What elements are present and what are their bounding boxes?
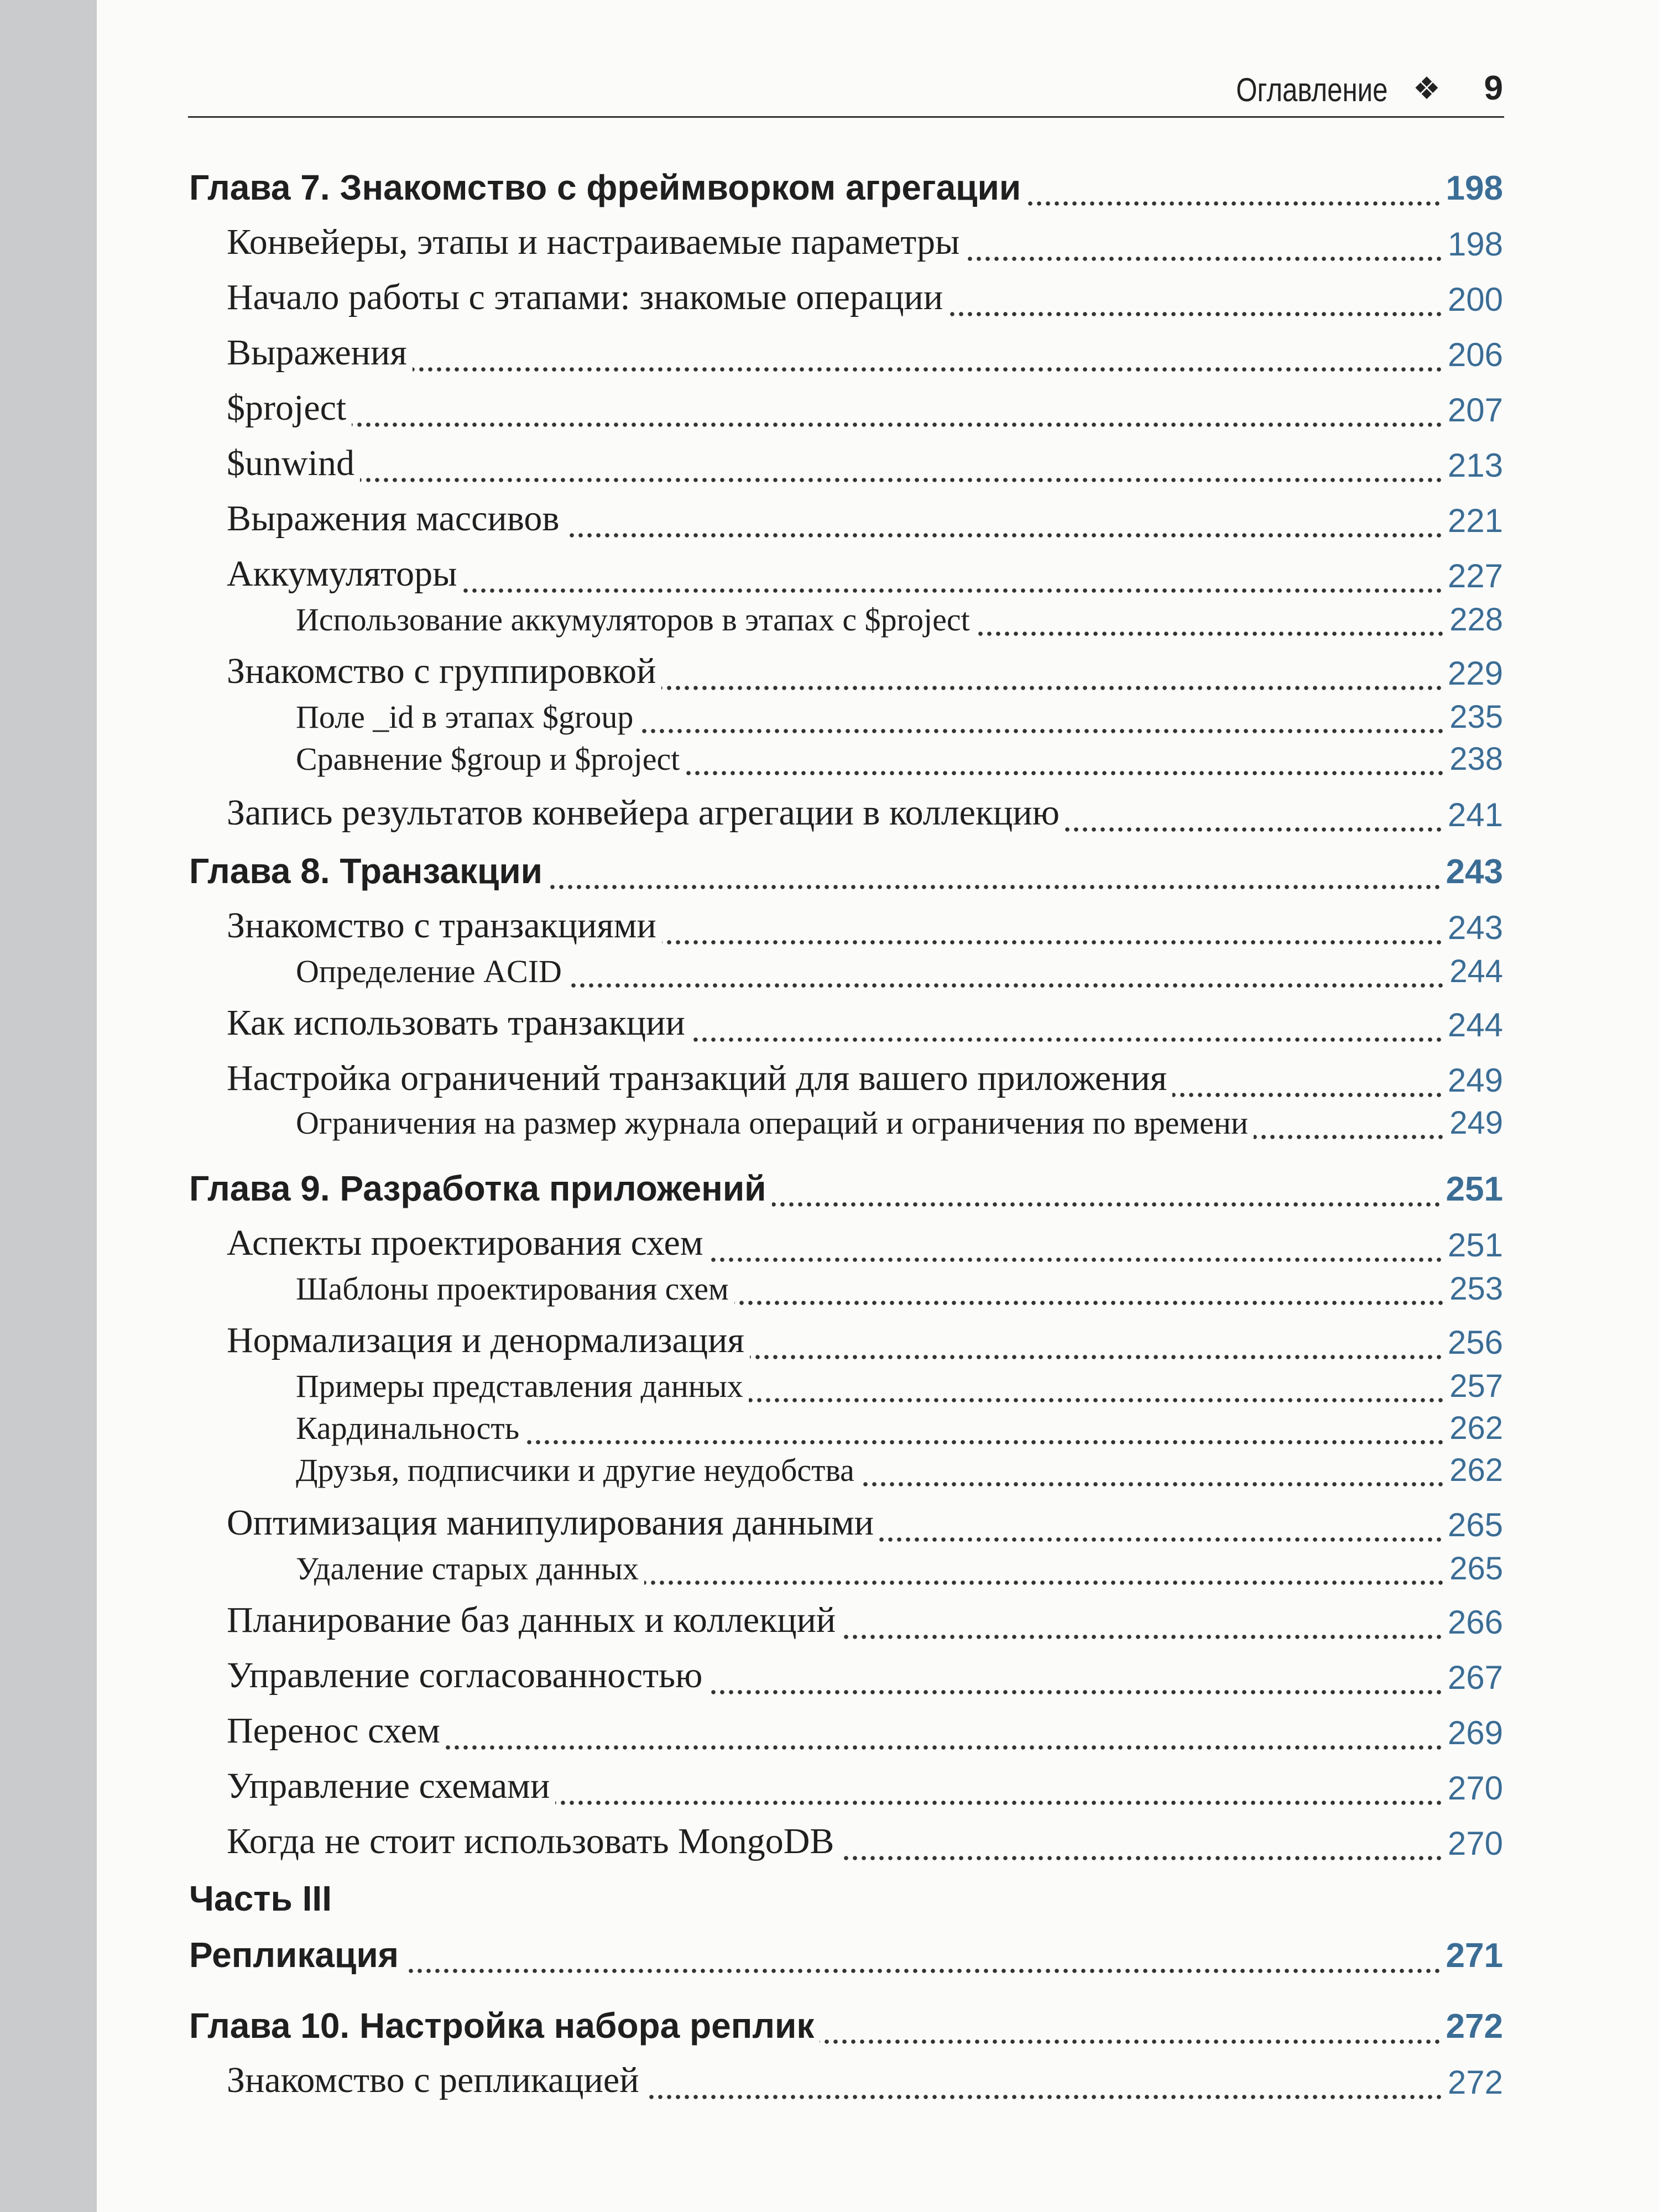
toc-entry[interactable] [0,1099,1659,1149]
dot-leader [839,1855,1443,1861]
toc-entry-title: Ограничения на размер журнала операций и ограничения по времени [296,1104,1251,1141]
toc-entry-title: Управление схемами [227,1765,553,1807]
dot-leader [404,1968,1442,1974]
dot-leader [1026,200,1442,207]
toc-entry-title: Конвейеры, этапы и настраиваемые параметры [227,221,963,263]
toc-entry-page: 244 [1449,953,1503,989]
dot-leader [860,1481,1445,1488]
toc-entry-title: Запись результатов конвейера агрегации в коллекцию [227,792,1063,834]
toc-entry[interactable] [0,2059,1659,2109]
toc-entry-page: 221 [1447,502,1503,539]
dot-leader [685,770,1445,776]
dot-leader [645,2094,1443,2100]
toc-entry-title: Удаление старых данных [296,1550,642,1587]
toc-entry-title: Управление согласованностью [227,1655,706,1697]
toc-entry[interactable] [0,1545,1659,1595]
toc-entry-title: Шаблоны проектирования схем [296,1270,732,1307]
toc-entry-title: Репликация [189,1934,402,1975]
dot-leader [352,421,1443,428]
dot-leader [820,2038,1442,2045]
dot-leader [360,477,1443,483]
dot-leader [462,587,1443,594]
toc-entry-title: Кардинальность [296,1410,523,1447]
toc-entry-page: 257 [1449,1368,1503,1404]
dot-leader [644,1579,1445,1586]
toc-entry[interactable] [0,498,1659,547]
toc-entry-page: 243 [1446,853,1503,891]
page-number: 9 [1484,69,1503,107]
toc-entry-page: 270 [1447,1825,1503,1862]
dot-leader [548,884,1442,890]
toc-entry-page: 227 [1447,557,1503,594]
toc-entry-page: 266 [1447,1604,1503,1641]
toc-entry-page: 271 [1446,1937,1503,1975]
toc-entry[interactable] [0,905,1659,954]
toc-entry[interactable] [0,1002,1659,1052]
toc-entry-page: 253 [1449,1271,1503,1307]
toc-entry-title: Нормализация и денормализация [227,1319,748,1361]
toc-entry-page: 229 [1447,655,1503,692]
toc-entry-page: 251 [1446,1170,1503,1208]
dot-leader [749,1397,1445,1404]
toc-entry-title: Настройка ограничений транзакций для вашего приложения [227,1057,1170,1099]
toc-entry-title: $unwind [227,442,358,484]
dot-leader [975,630,1445,637]
toc-entry[interactable] [0,1447,1659,1496]
toc-entry-page: 198 [1446,169,1503,207]
toc-entry-page: 198 [1447,226,1503,263]
toc-entry[interactable] [0,1599,1659,1649]
toc-entry-title: Знакомство с группировкой [227,650,659,692]
toc-entry-page: 262 [1449,1410,1503,1446]
toc-entry[interactable] [0,221,1659,271]
dot-leader [691,1036,1443,1043]
dot-leader [1254,1134,1445,1140]
dot-leader [709,1256,1443,1263]
toc-entry[interactable] [0,1710,1659,1760]
toc-entry-page: 265 [1447,1506,1503,1543]
toc-chapter-entry[interactable] [0,849,1659,899]
dot-leader [567,982,1445,989]
dot-leader [555,1799,1443,1806]
toc-entry-title: Выражения [227,332,410,374]
toc-entry[interactable] [0,332,1659,382]
dot-leader [446,1744,1443,1751]
toc-entry[interactable] [0,1319,1659,1369]
toc-entry-title: Друзья, подписчики и другие неудобства [296,1452,858,1489]
dot-leader [734,1300,1445,1306]
toc-entry[interactable] [0,1502,1659,1552]
toc-entry-title: Использование аккумуляторов в этапах с $project [296,601,973,638]
toc-entry-title: Сравнение $group и $project [296,740,683,778]
dot-leader [565,532,1443,539]
toc-entry[interactable] [0,442,1659,492]
toc-entry-title: Начало работы с этапами: знакомые операции [227,276,946,319]
toc-entry-page: 235 [1449,699,1503,735]
toc-entry[interactable] [0,948,1659,998]
toc-entry[interactable] [0,1820,1659,1870]
toc-entry-title: Глава 9. Разработка приложений [189,1168,770,1209]
toc-entry-title: Знакомство с репликацией [227,2059,643,2101]
toc-chapter-entry[interactable] [0,1167,1659,1217]
toc-entry-page: 213 [1447,447,1503,484]
dot-leader [708,1689,1443,1695]
dot-leader [750,1354,1443,1360]
toc-entry-title: Глава 8. Транзакции [189,851,546,891]
part-heading: Часть III [189,1879,332,1918]
toc-entry-page: 251 [1447,1227,1503,1264]
toc-entry-title: Перенос схем [227,1710,444,1752]
toc-entry-title: Глава 7. Знакомство с фреймворком агрегации [189,167,1024,208]
dot-leader [525,1439,1445,1446]
toc-entry[interactable] [0,1765,1659,1815]
toc-entry[interactable] [0,553,1659,603]
toc-entry[interactable] [0,650,1659,700]
dot-leader [841,1634,1443,1640]
toc-entry-title: Аспекты проектирования схем [227,1222,707,1264]
toc-entry-page: 265 [1449,1551,1503,1587]
toc-entry-title: Глава 10. Настройка набора реплик [189,2005,817,2046]
dot-leader [413,366,1443,373]
dot-leader [772,1201,1442,1208]
toc-entry[interactable] [0,735,1659,785]
toc-entry-page: 272 [1447,2064,1503,2101]
toc-entry-page: 249 [1447,1062,1503,1099]
dot-leader [965,255,1443,262]
toc-entry-page: 267 [1447,1659,1503,1696]
toc-entry-title: Когда не стоит использовать MongoDB [227,1820,837,1863]
toc-entry-title: Выражения массивов [227,498,563,540]
toc-entry-title: Знакомство с транзакциями [227,905,660,947]
toc-entry-title: Как использовать транзакции [227,1002,688,1044]
toc-entry-page: 228 [1449,602,1503,638]
toc-chapter-entry[interactable] [0,166,1659,216]
toc-entry-title: Определение ACID [296,953,565,990]
toc-entry-page: 207 [1447,392,1503,429]
toc-entry[interactable] [0,387,1659,437]
toc-entry-page: 200 [1447,281,1503,318]
toc-entry-page: 244 [1447,1006,1503,1044]
toc-entry-page: 256 [1447,1324,1503,1361]
toc-entry[interactable] [0,276,1659,326]
dot-leader [879,1536,1443,1543]
toc-entry-title: Аккумуляторы [227,553,460,595]
header-title: Оглавление [1236,71,1388,108]
toc-entry-title: Примеры представления данных [296,1368,747,1405]
toc-entry-page: 243 [1447,909,1503,946]
toc-entry[interactable] [0,596,1659,646]
toc-entry-page: 269 [1447,1714,1503,1751]
toc-entry-page: 206 [1447,336,1503,373]
toc-entry-page: 241 [1447,796,1503,833]
toc-entry-page: 262 [1449,1452,1503,1488]
toc-chapter-entry[interactable] [0,2004,1659,2054]
toc-entry[interactable] [0,1655,1659,1704]
toc-entry-title: Планирование баз данных и коллекций [227,1599,839,1641]
toc-entry-page: 270 [1447,1770,1503,1807]
ornament-icon: ❖ [1412,71,1441,107]
dot-leader [639,728,1445,734]
toc-entry[interactable] [0,792,1659,842]
toc-entry-title: Поле _id в этапах $group [296,698,637,735]
dot-leader [1065,826,1443,833]
toc-entry[interactable] [0,1222,1659,1272]
toc-entry-title: $project [227,387,349,429]
toc-entry-page: 249 [1449,1105,1503,1141]
toc-entry[interactable] [0,1265,1659,1315]
toc-entry-page: 238 [1449,741,1503,777]
dot-leader [948,311,1443,317]
dot-leader [1172,1092,1443,1098]
dot-leader [661,685,1443,691]
dot-leader [662,939,1443,946]
toc-part-entry[interactable] [0,1933,1659,1983]
toc-entry-title: Оптимизация манипулирования данными [227,1502,877,1544]
toc-entry-page: 272 [1446,2007,1503,2046]
